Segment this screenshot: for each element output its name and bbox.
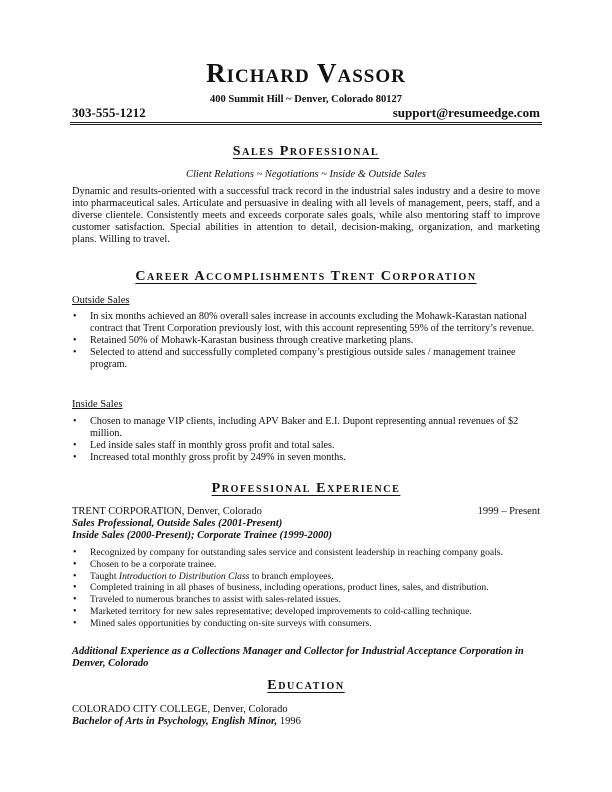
candidate-email[interactable]: support@resumeedge.com [392,105,540,120]
list-item: • Selected to attend and successfully completed company’s prestigious outside sales / management trainee program. [72,347,542,371]
profile-heading: Sales Professional [232,144,380,159]
education-degree-line [72,716,301,727]
list-item: • Mined sales opportunities by conducting on-site surveys with consumers. [72,618,542,630]
list-item: • Retained 50% of Mohawk-Karastan business through creative marketing plans. [72,335,542,347]
list-item: • Chosen to be a corporate trainee. [72,559,542,571]
header-rule [70,122,542,123]
list-item [72,571,542,583]
job-title-primary: Sales Professional, Outside Sales (2001-Present) [72,518,283,529]
list-item: • Led inside sales staff in monthly gross profit and total sales. [72,440,542,452]
inside-sales-list [72,416,542,464]
profile-tagline: Client Relations ~ Negotiations ~ Inside & Outside Sales [185,169,426,180]
list-item: • Traveled to numerous branches to assist with sales-related issues. [72,594,542,606]
list-item: • Chosen to manage VIP clients, including APV Baker and E.I. Dupont representing annual revenues of $2 million. [72,416,542,440]
candidate-phone: 303-555-1212 [72,105,146,120]
list-item: • Recognized by company for outstanding sales service and consistent leadership in reaching company goals. [72,547,542,559]
header-rule-double [70,124,542,125]
list-item: • Completed training in all phases of business, including operations, product lines, sales, and distribution. [72,582,542,594]
education-school: COLORADO CITY COLLEGE, Denver, Colorado [72,704,288,715]
candidate-name: Richard Vassor [206,58,406,88]
list-item: • In six months achieved an 80% overall sales increase in accounts excluding the Mohawk-Karastan national contract that Trent Corporation previously lost, with this account representing 59% of the territory’s revenue. [72,311,542,335]
outside-sales-subhead: Outside Sales [72,295,130,306]
taught-prefix: Taught [90,570,119,582]
list-item: • Marketed territory for new sales representative; developed improvements to cold-calling technique. [72,606,542,618]
accomplishments-heading: Career Accomplishments Trent Corporation [135,269,477,284]
inside-sales-subhead: Inside Sales [72,399,123,410]
experience-list [72,547,542,630]
job-title-secondary: Inside Sales (2000-Present); Corporate Trainee (1999-2000) [72,530,333,541]
education-year: 1996 [277,716,301,727]
employment-years: 1999 – Present [477,506,540,517]
education-heading: Education [267,678,345,693]
additional-experience: Additional Experience as a Collections Manager and Collector for Industrial Acceptance Corporation in Denver, Colorado [72,646,524,669]
taught-suffix: to branch employees. [249,570,334,582]
list-item: • Increased total monthly gross profit by 249% in seven months. [72,452,542,464]
outside-sales-list [72,311,542,371]
course-name: Introduction to Distribution Class [118,570,250,582]
employer-line: TRENT CORPORATION, Denver, Colorado [72,506,262,517]
experience-heading: Professional Experience [211,481,401,496]
profile-summary: Dynamic and results-oriented with a successful track record in the industrial sales industry and a desire to move into pharmaceutical sales. Articulate and persuasive in dealing with all levels of management, peers, staff, and a diverse clientele. Consistently meets and exceeds corporate sales goals, while also mentoring staff to improve customer satisfaction. Special abilities in attention to detail, decision-making, organization, and marketing plans. Willing to travel. [72,186,540,245]
candidate-address: 400 Summit Hill ~ Denver, Colorado 80127 [209,94,403,105]
education-degree: Bachelor of Arts in Psychology, English Minor, [72,716,278,727]
